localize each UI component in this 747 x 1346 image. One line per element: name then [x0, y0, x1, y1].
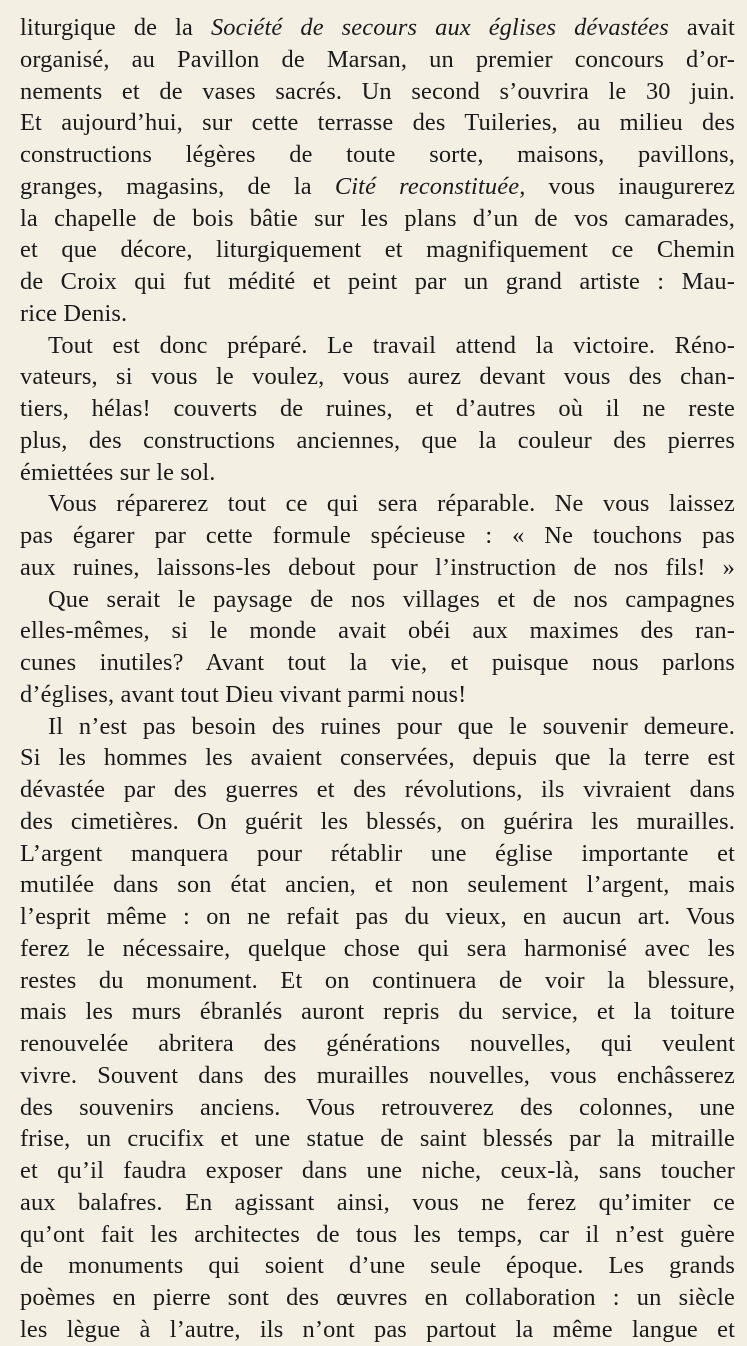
text-line: et que décore, liturgiquement et magnifiquement ce Chemin [20, 236, 735, 264]
text-line: aux balafres. En agissant ainsi, vous ne ferez qu’imiter ce [20, 1188, 735, 1216]
text-line: Que serait le paysage de nos villages et de nos campagnes [48, 585, 735, 613]
text-line: poèmes en pierre sont des œuvres en collaboration : un siècle [20, 1284, 735, 1311]
text-line: frise, un crucifix et une statue de saint blessés par la mitraille [20, 1125, 735, 1153]
text-line: constructions légères de toute sorte, maisons, pavillons, [20, 141, 735, 168]
text-line: nements et de vases sacrés. Un second s’ouvrira le 30 juin. [20, 77, 735, 105]
text-line: organisé, au Pavillon de Marsan, un premier concours d’or- [20, 45, 735, 73]
text-line: dévastée par des guerres et des révolutions, ils vivraient dans [20, 776, 735, 803]
text-line: aux ruines, laissons-les debout pour l’instruction de nos fils! » [20, 553, 735, 581]
text-line: d’églises, avant tout Dieu vivant parmi nous! [20, 680, 467, 708]
text-line: mutilée dans son état ancien, et non seulement l’argent, mais [20, 871, 735, 899]
text-line: l’esprit même : on ne refait pas du vieux, en aucun art. Vous [20, 903, 735, 930]
text-line: mais les murs ébranlés auront repris du service, et la toiture [20, 998, 735, 1026]
text-line: cunes inutiles? Avant tout la vie, et puisque nous parlons [20, 649, 735, 676]
text-line: pas égarer par cette formule spécieuse : « Ne touchons pas [20, 522, 735, 549]
text-line: restes du monument. Et on continuera de voir la blessure, [20, 966, 735, 994]
text-line: et qu’il faudra exposer dans une niche, ceux-là, sans toucher [20, 1157, 735, 1184]
text-line: de Croix qui fut médité et peint par un grand artiste : Mau- [20, 268, 735, 295]
text-line: émiettées sur le sol. [20, 458, 216, 486]
text-line: rice Denis. [20, 299, 128, 327]
text-line: Vous réparerez tout ce qui sera réparable. Ne vous laissez [48, 490, 735, 518]
text-line: plus, des constructions anciennes, que la couleur des pierres [20, 426, 735, 454]
text-line: qu’ont fait les architectes de tous les temps, car il n’est guère [20, 1220, 735, 1248]
text-line: renouvelée abritera des générations nouvelles, qui veulent [20, 1030, 735, 1057]
paragraph [20, 12, 735, 330]
paragraph [20, 584, 735, 711]
paragraph [20, 330, 735, 489]
text-line: des cimetières. On guérit les blessés, on guérira les murailles. [20, 807, 735, 835]
text-line: vivre. Souvent dans des murailles nouvelles, vous enchâsserez [20, 1061, 735, 1089]
text-line: Tout est donc préparé. Le travail attend la victoire. Réno- [48, 331, 735, 359]
text-line: vateurs, si vous le voulez, vous aurez devant vous des chan- [20, 363, 735, 391]
text-line: des souvenirs anciens. Vous retrouverez des colonnes, une [20, 1093, 735, 1121]
text-line: elles-mêmes, si le monde avait obéi aux maximes des ran- [20, 617, 735, 645]
text-line: la chapelle de bois bâtie sur les plans d’un de vos camarades, [20, 204, 735, 232]
text-line: granges, magasins, de la Cité reconstituée, vous inaugurerez [20, 172, 735, 200]
paragraph [20, 488, 735, 583]
text-line: L’argent manquera pour rétablir une église importante et [20, 839, 735, 867]
paragraph [20, 711, 735, 1346]
text-line: Et aujourd’hui, sur cette terrasse des Tuileries, au milieu des [20, 109, 735, 137]
text-line: liturgique de la Société de secours aux églises dévastées avait [20, 14, 735, 41]
text-line: Il n’est pas besoin des ruines pour que le souvenir demeure. [48, 712, 735, 740]
text-line: de monuments qui soient d’une seule époque. Les grands [20, 1252, 735, 1280]
text-line: Si les hommes les avaient conservées, depuis que la terre est [20, 744, 735, 772]
text-line: tiers, hélas! couverts de ruines, et d’autres où il ne reste [20, 395, 735, 422]
text-line: ferez le nécessaire, quelque chose qui sera harmonisé avec les [20, 934, 735, 962]
text-line: les lègue à l’autre, ils n’ont pas partout la même langue et [20, 1315, 735, 1343]
